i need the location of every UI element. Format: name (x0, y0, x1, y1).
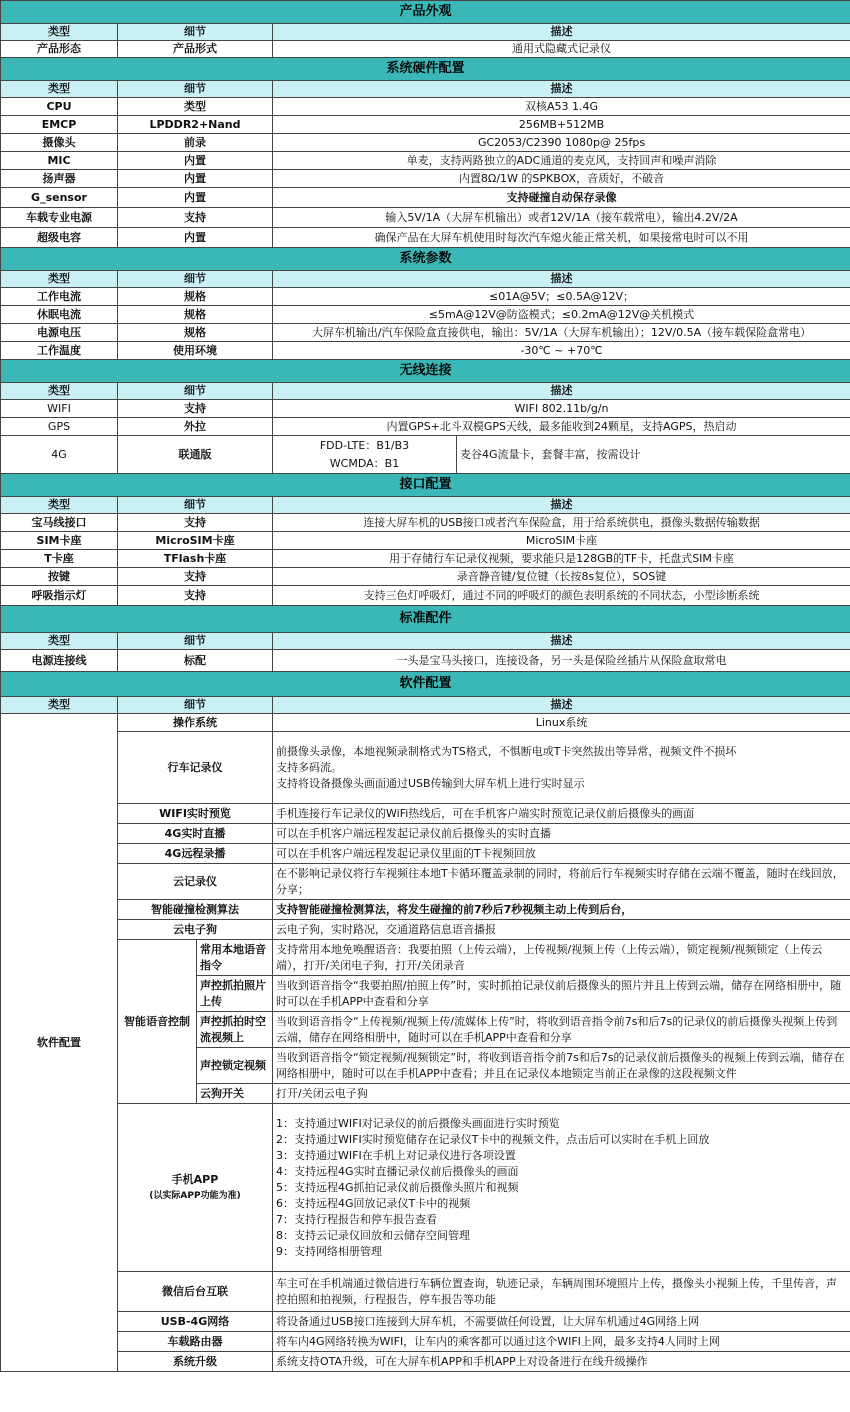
row-type: 产品形态 (1, 41, 118, 58)
row-detail: 外拉 (118, 418, 273, 436)
header-detail: 细节 (118, 633, 273, 650)
row-type: 扬声器 (1, 170, 118, 188)
row-type: MIC (1, 152, 118, 170)
row-type: 电源连接线 (1, 650, 118, 672)
row-detail: 规格 (118, 288, 273, 306)
sw-feature-desc: 可以在手机客户端远程发起记录仪前后摄像头的实时直播 (273, 824, 850, 844)
section-title-appearance: 产品外观 (1, 1, 850, 24)
section-title-interface: 接口配置 (1, 474, 850, 497)
voice-cmd-name: 声控抓拍时空流视频上 (197, 1012, 273, 1048)
app-feature-item: 6：支持远程4G回放记录仪T卡中的视频 (276, 1196, 471, 1210)
voice-cmd-desc: 当收到语音指令“锁定视频/视频锁定”时，将收到语音指令前7s和后7s的记录仪前后摄像头的视频上传到云端，储存在网络相册中，随时可以在手机APP中查看；并且在记录仪本地锁定当前正在录像的这段视频文件 (273, 1048, 850, 1084)
header-desc: 描述 (273, 633, 850, 650)
row-desc: 单麦，支持两路独立的ADC通道的麦克风，支持回声和噪声消除 (273, 152, 850, 170)
row-type: GPS (1, 418, 118, 436)
row-desc: MicroSIM卡座 (273, 532, 850, 550)
sw-feature-desc: 系统支持OTA升级，可在大屏车机APP和手机APP上对设备进行在线升级操作 (273, 1352, 850, 1372)
header-detail: 细节 (118, 383, 273, 400)
header-desc: 描述 (273, 24, 850, 41)
row-desc: 连接大屏车机的USB接口或者汽车保险盒，用于给系统供电，摄像头数据传输数据 (273, 514, 850, 532)
section-title-accessories: 标准配件 (1, 606, 850, 633)
app-feature-item: 5：支持远程4G抓拍记录仪前后摄像头照片和视频 (276, 1180, 519, 1194)
lte-fdd: FDD-LTE：B1/B3 (319, 438, 410, 452)
row-detail: 使用环境 (118, 342, 273, 360)
app-name: 手机APP (171, 1172, 219, 1186)
row-desc: 内置8Ω/1W 的SPKBOX，音质好，不破音 (273, 170, 850, 188)
row-desc: 256MB+512MB (273, 116, 850, 134)
header-detail: 细节 (118, 497, 273, 514)
sw-feature-name: 系统升级 (118, 1352, 273, 1372)
header-type: 类型 (1, 497, 118, 514)
sw-feature-name: 4G远程录播 (118, 844, 273, 864)
row-type: G_sensor (1, 188, 118, 208)
app-feature-item: 2：支持通过WIFI实时预览储存在记录仪T卡中的视频文件，点击后可以实时在手机上回放 (276, 1132, 710, 1146)
row-detail: 规格 (118, 324, 273, 342)
sw-feature-name: 微信后台互联 (118, 1272, 273, 1312)
row-detail: 内置 (118, 188, 273, 208)
app-feature-item: 7：支持行程报告和停车报告查看 (276, 1212, 437, 1226)
row-desc: 内置GPS+北斗双模GPS天线，最多能收到24颗星，支持AGPS，热启动 (273, 418, 850, 436)
sw-feature-desc: 车主可在手机端通过微信进行车辆位置查询，轨迹记录，车辆周围环境照片上传，摄像头小视频上传，千里传音，声控拍照和拍视频，行程报告，停车报告等功能 (273, 1272, 850, 1312)
section-title-hardware: 系统硬件配置 (1, 58, 850, 81)
app-note: (以实际APP功能为准) (149, 1190, 241, 1201)
row-desc: 麦谷4G流量卡，套餐丰富，按需设计 (457, 436, 850, 474)
row-type: SIM卡座 (1, 532, 118, 550)
row-detail: 标配 (118, 650, 273, 672)
header-desc: 描述 (273, 81, 850, 98)
sw-feature-desc: 将车内4G网络转换为WIFI，让车内的乘客都可以通过这个WIFI上网，最多支持4人同时上网 (273, 1332, 850, 1352)
sw-feature-desc (273, 732, 850, 804)
row-type: 工作电流 (1, 288, 118, 306)
sw-feature-name: 云电子狗 (118, 920, 273, 940)
row-type: 4G (1, 436, 118, 474)
row-type: 摄像头 (1, 134, 118, 152)
sw-feature-desc (273, 1104, 850, 1272)
row-detail: 支持 (118, 568, 273, 586)
row-type: 呼吸指示灯 (1, 586, 118, 606)
row-desc: 通用式隐藏式记录仪 (273, 41, 850, 58)
header-type: 类型 (1, 81, 118, 98)
row-detail: 规格 (118, 306, 273, 324)
row-type: WIFI (1, 400, 118, 418)
header-type: 类型 (1, 24, 118, 41)
sw-feature-name: 操作系统 (118, 714, 273, 732)
section-title-software: 软件配置 (1, 672, 850, 697)
row-type: EMCP (1, 116, 118, 134)
header-desc: 描述 (273, 383, 850, 400)
row-detail: 产品形式 (118, 41, 273, 58)
dvr-line: 前摄像头录像，本地视频录制格式为TS格式，不惧断电或T卡突然拔出等异常，视频文件不损坏 (276, 744, 737, 758)
row-desc: 大屏车机输出/汽车保险盒直接供电，输出：5V/1A（大屏车机输出）；12V/0.5A（接车载保险盒常电） (273, 324, 850, 342)
row-detail: 前录 (118, 134, 273, 152)
row-desc: 支持三色灯呼吸灯，通过不同的呼吸灯的颜色表明系统的不同状态，小型诊断系统 (273, 586, 850, 606)
row-type: 按键 (1, 568, 118, 586)
row-type: 超级电容 (1, 228, 118, 248)
row-detail: LPDDR2+Nand (118, 116, 273, 134)
sw-voice-group: 智能语音控制 (118, 940, 197, 1104)
header-detail: 细节 (118, 271, 273, 288)
header-detail: 细节 (118, 24, 273, 41)
row-detail: TFlash卡座 (118, 550, 273, 568)
lte-wcdma: WCMDA：B1 (329, 456, 400, 470)
voice-cmd-desc: 当收到语音指令“上传视频/视频上传/流媒体上传”时，将收到语音指令前7s和后7s的记录仪的前后摄像头视频上传到云端，储存在网络相册中，随时可以在手机APP中查看和分享 (273, 1012, 850, 1048)
voice-cmd-desc: 当收到语音指令“我要拍照/拍照上传”时，实时抓拍记录仪前后摄像头的照片并且上传到云端，储存在网络相册中，随时可以在手机APP中查看和分享 (273, 976, 850, 1012)
header-detail: 细节 (118, 81, 273, 98)
row-detail: 联通版 (118, 436, 273, 474)
row-desc: 用于存储行车记录仪视频，要求能只是128GB的TF卡，托盘式SIM卡座 (273, 550, 850, 568)
row-type: 工作温度 (1, 342, 118, 360)
row-type: CPU (1, 98, 118, 116)
row-desc: 确保产品在大屏车机使用时每次汽车熄火能正常关机，如果接常电时可以不用 (273, 228, 850, 248)
row-detail: MicroSIM卡座 (118, 532, 273, 550)
row-desc: 双核A53 1.4G (273, 98, 850, 116)
row-desc: -30℃ ~ +70℃ (273, 342, 850, 360)
header-desc: 描述 (273, 271, 850, 288)
row-desc: 录音静音键/复位键（长按8s复位），SOS键 (273, 568, 850, 586)
app-feature-item: 9：支持网络相册管理 (276, 1244, 382, 1258)
voice-cmd-name: 声控锁定视频 (197, 1048, 273, 1084)
sw-feature-desc: 手机连接行车记录仪的WiFi热线后，可在手机客户端实时预览记录仪前后摄像头的画面 (273, 804, 850, 824)
header-type: 类型 (1, 383, 118, 400)
row-desc: 一头是宝马头接口，连接设备，另一头是保险丝插片从保险盒取常电 (273, 650, 850, 672)
dvr-line: 支持多码流。 (276, 760, 342, 774)
header-type: 类型 (1, 271, 118, 288)
row-desc: WIFI 802.11b/g/n (273, 400, 850, 418)
sw-feature-name: 车载路由器 (118, 1332, 273, 1352)
row-detail: 支持 (118, 208, 273, 228)
sw-feature-name: 行车记录仪 (118, 732, 273, 804)
voice-cmd-desc: 支持常用本地免唤醒语音：我要拍照（上传云端），上传视频/视频上传（上传云端），锁定视频/视频锁定（上传云端），打开/关闭电子狗，打开/关闭录音 (273, 940, 850, 976)
row-type: 车载专业电源 (1, 208, 118, 228)
row-desc: 支持碰撞自动保存录像 (273, 188, 850, 208)
row-desc: ≤01A@5V；≤0.5A@12V； (273, 288, 850, 306)
header-desc: 描述 (273, 497, 850, 514)
sw-feature-desc: 在不影响记录仪将行车视频往本地T卡循环覆盖录制的同时，将前后行车视频实时存储在云端不覆盖，随时在线回放，分享； (273, 864, 850, 900)
app-feature-item: 8：支持云记录仪回放和云储存空间管理 (276, 1228, 470, 1242)
sw-feature-name: USB-4G网络 (118, 1312, 273, 1332)
sw-feature-name: WIFI实时预览 (118, 804, 273, 824)
sw-feature-desc: 云电子狗，实时路况，交通道路信息语音播报 (273, 920, 850, 940)
sw-feature-name: 云记录仪 (118, 864, 273, 900)
dvr-line: 支持将设备摄像头画面通过USB传输到大屏车机上进行实时显示 (276, 776, 585, 790)
row-detail: 支持 (118, 400, 273, 418)
sw-feature-desc: Linux系统 (273, 714, 850, 732)
voice-cmd-name: 声控抓拍照片上传 (197, 976, 273, 1012)
voice-cmd-name: 云狗开关 (197, 1084, 273, 1104)
row-desc: ≤5mA@12V@防盗模式；≤0.2mA@12V@关机模式 (273, 306, 850, 324)
row-type: 电源电压 (1, 324, 118, 342)
sw-feature-name: 智能碰撞检测算法 (118, 900, 273, 920)
row-type: T卡座 (1, 550, 118, 568)
sw-feature-name: 4G实时直播 (118, 824, 273, 844)
header-desc: 描述 (273, 697, 850, 714)
row-detail: 支持 (118, 586, 273, 606)
app-feature-item: 3：支持通过WIFI在手机上对记录仪进行各项设置 (276, 1148, 516, 1162)
app-feature-item: 4：支持远程4G实时直播记录仪前后摄像头的画面 (276, 1164, 519, 1178)
row-desc: GC2053/C2390 1080p@ 25fps (273, 134, 850, 152)
row-desc: 输入5V/1A（大屏车机输出）或者12V/1A（接车载常电），输出4.2V/2A (273, 208, 850, 228)
row-detail: 内置 (118, 152, 273, 170)
row-type: 宝马线接口 (1, 514, 118, 532)
row-detail: 内置 (118, 170, 273, 188)
app-feature-item: 1：支持通过WIFI对记录仪的前后摄像头画面进行实时预览 (276, 1116, 560, 1130)
sw-feature-desc: 支持智能碰撞检测算法，将发生碰撞的前7秒后7秒视频主动上传到后台， (273, 900, 850, 920)
row-detail: 支持 (118, 514, 273, 532)
section-title-params: 系统参数 (1, 248, 850, 271)
header-detail: 细节 (118, 697, 273, 714)
header-type: 类型 (1, 633, 118, 650)
row-type: 休眠电流 (1, 306, 118, 324)
row-detail: 类型 (118, 98, 273, 116)
sw-feature-desc: 可以在手机客户端远程发起记录仪里面的T卡视频回放 (273, 844, 850, 864)
header-type: 类型 (1, 697, 118, 714)
software-category: 软件配置 (1, 714, 118, 1372)
sw-feature-desc: 将设备通过USB接口连接到大屏车机，不需要做任何设置，让大屏车机通过4G网络上网 (273, 1312, 850, 1332)
voice-cmd-desc: 打开/关闭云电子狗 (273, 1084, 850, 1104)
section-title-wireless: 无线连接 (1, 360, 850, 383)
lte-bands (273, 436, 457, 474)
voice-cmd-name: 常用本地语音指令 (197, 940, 273, 976)
sw-feature-name (118, 1104, 273, 1272)
row-detail: 内置 (118, 228, 273, 248)
